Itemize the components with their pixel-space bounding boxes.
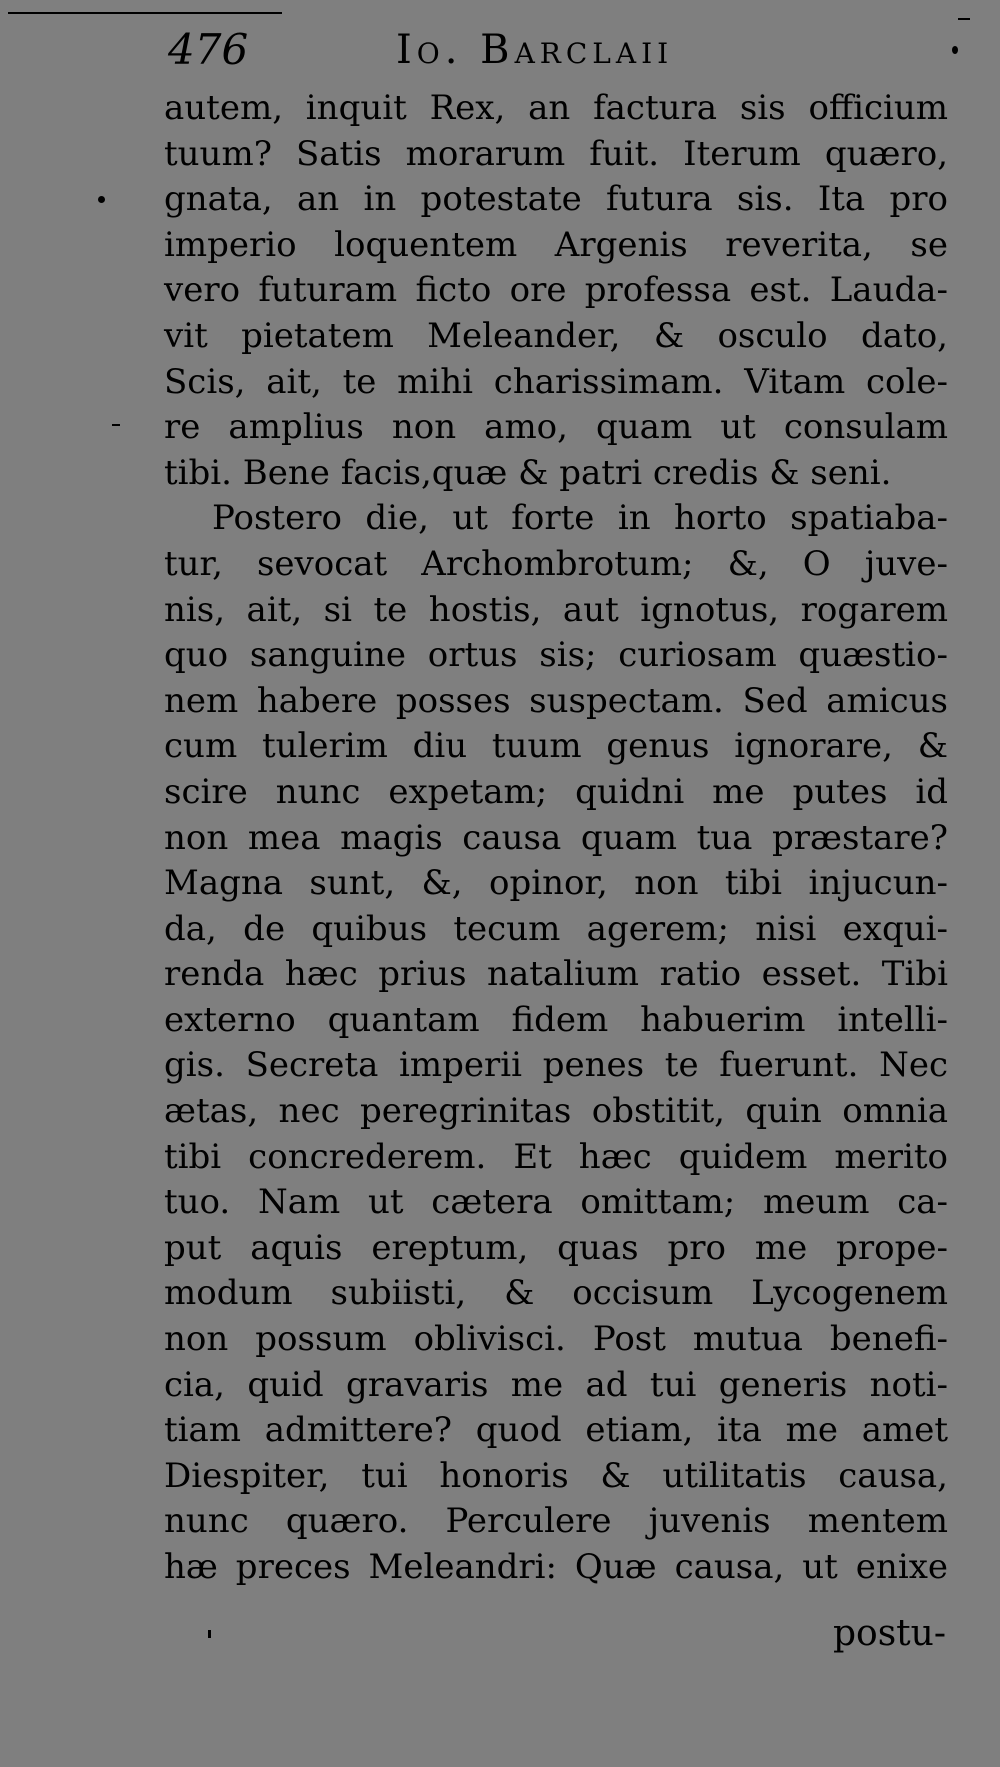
text-line: Diespiter, tui honoris & utilitatis causa, xyxy=(164,1455,948,1496)
text-line: non possum oblivisci. Post mutua benefi- xyxy=(164,1319,948,1360)
text-line: nem habere posses suspectam. Sed amicus xyxy=(164,680,948,721)
text-line: renda hæc prius natalium ratio esset. Tibi xyxy=(164,954,948,995)
margin-dot xyxy=(98,196,105,203)
text-line: da, de quibus tecum agerem; nisi exqui- xyxy=(164,908,948,949)
text-line: imperio loquentem Argenis reverita, se xyxy=(164,224,948,265)
text-line: re amplius non amo, quam ut consulam xyxy=(164,407,948,448)
text-line: hæ preces Meleandri: Quæ causa, ut enixe xyxy=(164,1547,948,1587)
text-line: vit pietatem Meleander, & osculo dato, xyxy=(164,315,948,356)
text-line: Magna sunt, &, opinor, non tibi injucun- xyxy=(164,863,948,904)
page-header xyxy=(168,22,948,82)
text-line: nunc quæro. Perculere juvenis mentem xyxy=(164,1501,948,1542)
text-line: tuo. Nam ut cætera omittam; meum ca- xyxy=(164,1182,948,1223)
text-line: put aquis ereptum, quas pro me prope- xyxy=(164,1227,948,1268)
catchword: postu- xyxy=(832,1613,946,1654)
text-line: cum tulerim diu tuum genus ignorare, & xyxy=(164,726,948,767)
running-head: Io. Barclaii xyxy=(396,27,674,73)
margin-dash xyxy=(112,424,120,426)
text-line: cia, quid gravaris me ad tui generis noti- xyxy=(164,1364,948,1405)
text-line: tibi concrederem. Et hæc quidem merito xyxy=(164,1136,948,1177)
text-line: quo sanguine ortus sis; curiosam quæstio- xyxy=(164,635,948,676)
text-line: ætas, nec peregrinitas obstitit, quin omnia xyxy=(164,1091,948,1132)
text-line: vero futuram ficto ore professa est. Lauda- xyxy=(164,270,948,311)
ink-speck xyxy=(208,1630,211,1638)
text-line: modum subiisti, & occisum Lycogenem xyxy=(164,1273,948,1314)
text-line: externo quantam fidem habuerim intelli- xyxy=(164,999,948,1040)
text-line: gnata, an in potestate futura sis. Ita pro xyxy=(164,179,948,220)
top-rule xyxy=(8,12,282,14)
text-line: tuum? Satis morarum fuit. Iterum quæro, xyxy=(164,133,948,174)
text-line: Scis, ait, te mihi charissimam. Vitam cole- xyxy=(164,361,948,402)
text-line: tibi. Bene facis,quæ & patri credis & seni. xyxy=(164,452,892,493)
ink-speck xyxy=(952,46,958,54)
ink-speck xyxy=(958,18,970,20)
page-number: 476 xyxy=(168,25,249,74)
text-line: tiam admittere? quod etiam, ita me amet xyxy=(164,1410,948,1451)
text-line: scire nunc expetam; quidni me putes id xyxy=(164,771,948,812)
text-line: non mea magis causa quam tua præstare? xyxy=(164,817,948,858)
text-line: gis. Secreta imperii penes te fuerunt. Nec xyxy=(164,1045,948,1086)
text-line: nis, ait, si te hostis, aut ignotus, rogarem xyxy=(164,589,948,630)
text-line: autem, inquit Rex, an factura sis officium xyxy=(164,88,948,128)
body-text xyxy=(164,86,948,1591)
text-line: tur, sevocat Archombrotum; &, O juve- xyxy=(164,543,948,584)
paragraph-start-line: Postero die, ut forte in horto spatiaba- xyxy=(212,498,948,539)
